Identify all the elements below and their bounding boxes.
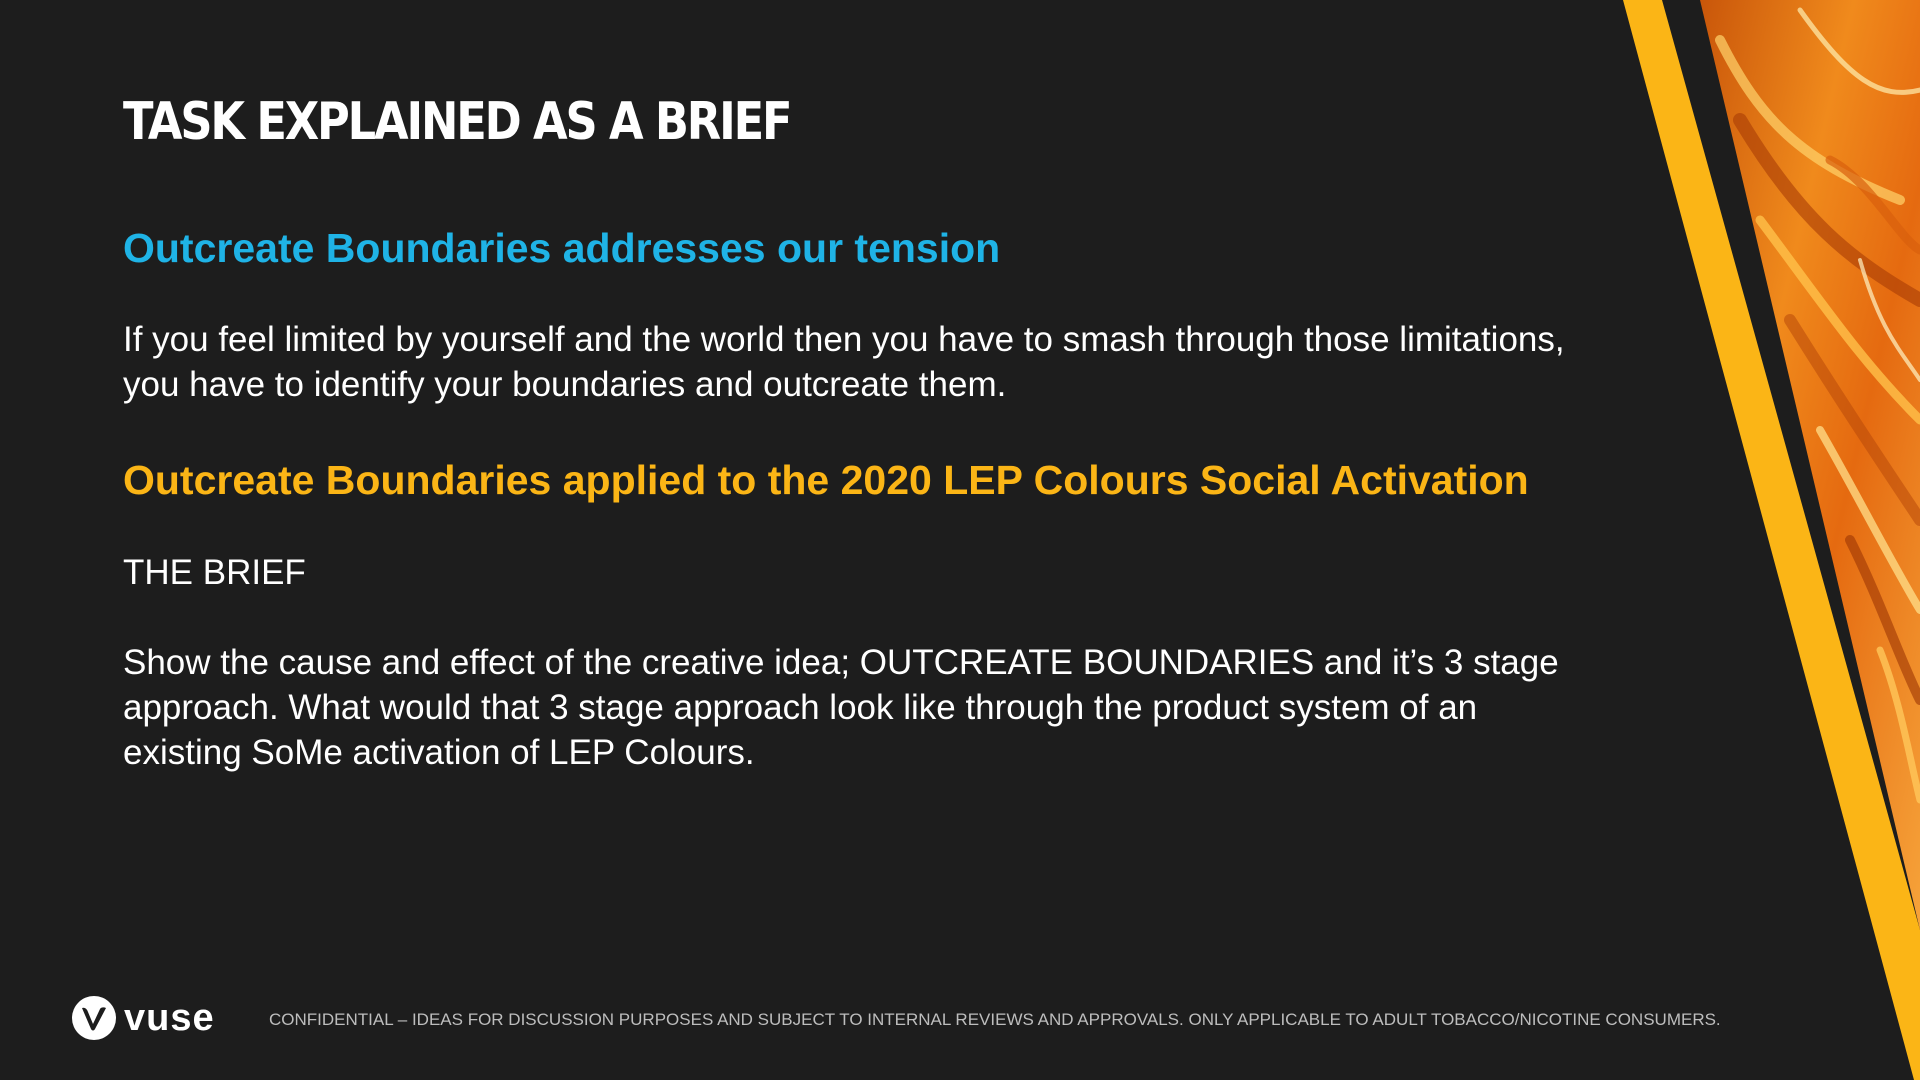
vuse-wordmark: vuse: [124, 997, 215, 1039]
brief-label: THE BRIEF: [123, 553, 306, 592]
vuse-v-logo-icon: [72, 996, 116, 1040]
confidential-disclaimer: CONFIDENTIAL – IDEAS FOR DISCUSSION PURPOSES AND SUBJECT TO INTERNAL REVIEWS AND APPROVALS. ONLY APPLICABLE TO ADULT TOBACCO/NICOTINE CONSUMERS.: [269, 1010, 1721, 1029]
application-heading: Outcreate Boundaries applied to the 2020 LEP Colours Social Activation: [123, 457, 1529, 503]
slide-title: TASK EXPLAINED AS A BRIEF: [123, 92, 791, 152]
vuse-logo: [72, 996, 215, 1040]
brief-line-1: Show the cause and effect of the creative idea; OUTCREATE BOUNDARIES and it’s 3 stage: [123, 643, 1559, 682]
brief-paragraph: [123, 640, 1643, 775]
tension-paragraph: [123, 317, 1643, 407]
brief-line-3: existing SoMe activation of LEP Colours.: [123, 733, 755, 772]
tension-line-2: you have to identify your boundaries and outcreate them.: [123, 365, 1007, 404]
tension-line-1: If you feel limited by yourself and the world then you have to smash through those limitations,: [123, 320, 1565, 359]
brief-line-2: approach. What would that 3 stage approach look like through the product system of an: [123, 688, 1478, 727]
tension-heading: Outcreate Boundaries addresses our tension: [123, 225, 1001, 271]
